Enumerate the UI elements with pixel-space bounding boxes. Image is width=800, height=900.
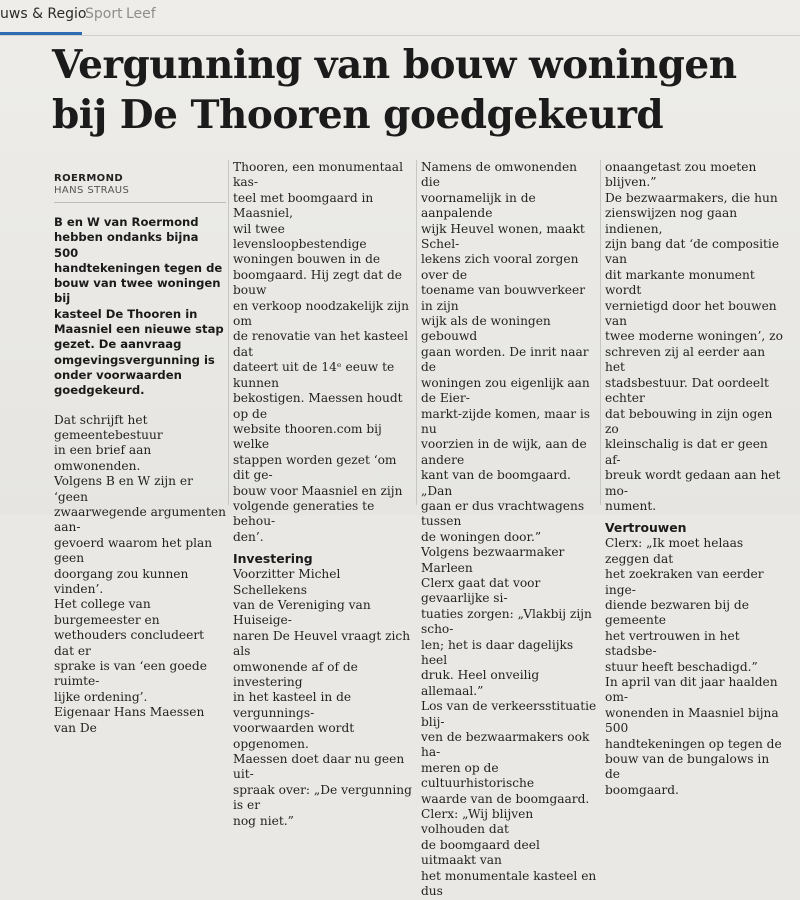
lead-line: onder voorwaarden [54,367,182,382]
body-line: boomgaard. [605,782,679,797]
body-line: tuaties zorgen: „Vlakbij zijn scho- [421,606,592,637]
body-line: dat bebouwing in zijn ogen zo [605,406,773,436]
body-line: Clerx: „Wij blijven volhouden dat [421,807,534,837]
lead-line: hebben ondanks bijna 500 [54,230,199,260]
body-line: doorgang zou kunnen vinden’. [54,566,189,597]
body-line: Volgens B en W zijn er ‘geen [54,474,193,504]
lead-line: Maasniel een nieuwe stap [54,322,224,337]
body-line: onaangetast zou moeten blijven.” [605,160,757,190]
byline-author: HANS STRAUS [54,185,130,196]
body-line: Maessen doet daar nu geen uit- [233,752,405,782]
body-line: lijke ordening’. [54,689,148,704]
body-line: nog niet.” [233,813,294,828]
body-line: Thooren, een monumentaal kas- [233,160,403,190]
body-line: van de Vereniging van Huiseige- [233,597,371,628]
body-line: vernietigd door het bouwen van [605,298,777,329]
article-column-4 [605,160,783,798]
column-divider [228,160,229,505]
body-line: zienswijzen nog gaan indienen, [605,206,738,236]
body-line: het vertrouwen in het stadsbe- [605,628,740,659]
body-line: in het kasteel in de vergunnings- [233,690,352,720]
subheading-investering: Investering [233,551,313,567]
body-line: Dat schrijft het gemeentebestuur [54,412,163,442]
nav-divider [0,35,800,36]
body-line: wil twee levensloopbestendige [233,221,367,252]
lead-line: goedgekeurd. [54,383,145,398]
body-line: voorzien in de wijk, aan de andere [421,437,587,467]
headline-line-1: Vergunning van bouw woningen [52,42,737,88]
lead-line: gezet. De aanvraag [54,337,182,352]
body-line: gaan worden. De inrit naar de [421,344,589,375]
body-line: Namens de omwonenden die [421,160,578,190]
body-line: het monumentale kasteel en dus [421,868,597,899]
lead-line: B en W van Roermond [54,215,199,229]
body-line: toename van bouwverkeer in zijn [421,283,586,313]
body-line: wijk als de woningen gebouwd [421,314,551,344]
column-divider [416,160,417,505]
column-divider [600,160,601,505]
body-line: website thooren.com bij welke [233,421,382,452]
body-line: waarde van de boomgaard. [421,791,590,806]
body-line: meren op de cultuurhistorische [421,760,535,791]
body-line: de boomgaard deel uitmaakt van [421,837,540,868]
body-line: bekostigen. Maessen houdt op de [233,391,403,421]
article-column-3 [421,160,597,900]
body-paragraph [54,413,226,737]
body-line: gevoerd waarom het plan geen [54,535,213,566]
body-line: en verkoop noodzakelijk zijn om [233,298,409,329]
lead-line: handtekeningen tegen de [54,260,223,275]
body-paragraph [605,536,783,798]
body-line: kleinschalig is dat er geen af- [605,437,768,467]
body-line: schreven zij al eerder aan het [605,344,766,375]
dateline-place: ROERMOND [54,173,124,184]
subheading-vertrouwen: Vertrouwen [605,520,687,536]
article-column-1 [54,160,226,736]
section-nav [0,0,800,36]
body-line: sprake is van ‘een goede ruimte- [54,659,207,689]
body-line: den’. [233,529,264,544]
body-line: In april van dit jaar haalden om- [605,675,778,705]
body-line: teel met boomgaard in Maasniel, [233,190,374,221]
body-line: Volgens bezwaarmaker Marleen [421,545,565,575]
body-line: stuur heeft beschadigd.” [605,659,758,674]
body-line: spraak over: „De vergunning is er [233,782,412,813]
body-paragraph [605,160,783,514]
byline-rule [54,202,226,203]
body-line: naren De Heuvel vraagt zich als [233,628,411,659]
lead-line: kasteel De Thooren in [54,306,198,321]
body-line: De bezwaarmakers, die hun [605,190,778,205]
lead-line: omgevingsvergunning is [54,352,215,367]
body-line: dit markante monument wordt [605,267,755,298]
nav-tab-leef[interactable]: Leef [126,6,156,22]
body-line: lekens zich vooral zorgen over de [421,252,579,282]
body-line: Clerx: „Ik moet helaas zeggen dat [605,536,744,566]
body-line: voornamelijk in de aanpalende [421,190,536,221]
body-line: stadsbestuur. Dat oordeelt echter [605,375,769,406]
article-column-2 [233,160,413,829]
body-line: nument. [605,498,657,513]
body-line: voorwaarden wordt opgenomen. [233,721,355,751]
body-line: wonenden in Maasniel bijna 500 [605,705,779,736]
body-line: de woningen door.” [421,529,542,544]
body-line: Clerx gaat dat voor gevaarlijke si- [421,575,541,606]
body-line: woningen zou eigenlijk aan de Eier- [421,375,590,406]
body-line: omwonende af of de investering [233,659,358,689]
body-paragraph [233,160,413,545]
body-line: Los van de verkeersstituatie blij- [421,699,597,729]
body-line: len; het is daar dagelijks heel [421,637,574,667]
body-line: twee moderne woningen’, zo [605,329,783,344]
body-line: dateert uit de 14ᵉ eeuw te kunnen [233,360,395,390]
body-line: handtekeningen op tegen de [605,736,782,751]
body-line: bouw van de bungalows in de [605,752,770,782]
body-line: boomgaard. Hij zegt dat de bouw [233,267,402,298]
body-paragraph [233,567,413,829]
body-line: Eigenaar Hans Maessen van De [54,705,205,735]
body-line: stappen worden gezet ‘om dit ge- [233,452,397,483]
body-line: de renovatie van het kasteel dat [233,329,408,359]
article-lead [54,215,226,399]
body-line: diende bezwaren bij de gemeente [605,597,749,628]
lead-line: bouw van twee woningen bij [54,276,221,306]
headline-line-2: bij De Thooren goedgekeurd [52,92,664,138]
body-line: gaan er dus vrachtwagens tussen [421,498,585,529]
nav-tab-nieuws-regio[interactable]: uws & Regio [0,6,87,22]
body-line: in een brief aan omwonenden. [54,443,152,473]
body-line: markt-zijde komen, maar is nu [421,406,591,436]
body-line: het zoekraken van eerder inge- [605,567,764,597]
body-line: ven de bezwaarmakers ook ha- [421,730,590,760]
body-line: breuk wordt gedaan aan het mo- [605,468,781,498]
body-line: Het college van burgemeester en [54,597,160,627]
body-line: bouw voor Maasniel en zijn [233,483,403,498]
body-line: kant van de boomgaard. „Dan [421,468,571,498]
body-line: woningen bouwen in de [233,252,381,267]
body-paragraph [421,160,597,900]
body-line: Voorzitter Michel Schellekens [233,567,341,597]
body-line: zwaarwegende argumenten aan- [54,505,226,535]
article-headline [52,40,772,140]
body-line: zijn bang dat ‘de compositie van [605,237,780,267]
body-line: volgende generaties te behou- [233,498,375,529]
body-line: wijk Heuvel wonen, maakt Schel- [421,221,585,252]
body-line: druk. Heel onveilig allemaal.” [421,668,540,698]
body-line: wethouders concludeert dat er [54,628,205,658]
nav-tab-sport[interactable]: Sport [85,6,123,22]
